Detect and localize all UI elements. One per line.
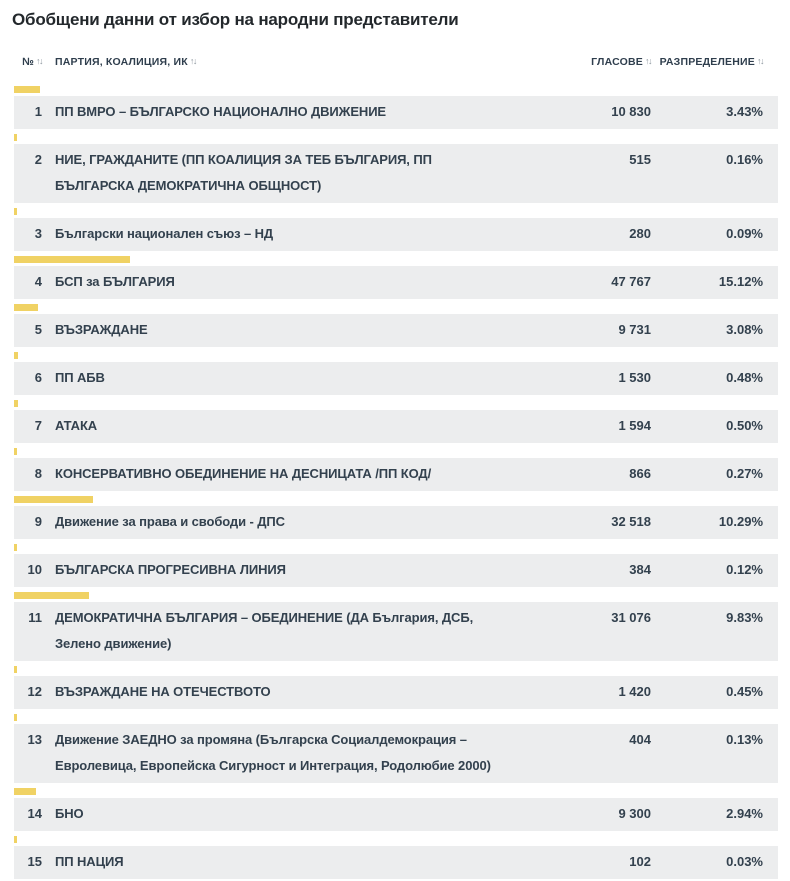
row-number: 8 [34,466,42,481]
votes-value: 1 594 [618,418,651,433]
party-name: БНО [55,806,84,821]
party-result-entry [14,304,778,347]
party-result-entry [14,208,778,251]
party-name: Движение за права и свободи - ДПС [55,514,285,529]
share-value: 10.29% [718,514,763,529]
share-bar [14,836,17,843]
results-table [14,56,778,879]
party-name: ПП НАЦИЯ [55,854,124,869]
votes-value: 404 [629,732,651,747]
share-bar [14,592,89,599]
votes-value: 102 [629,854,651,869]
party-name: ДЕМОКРАТИЧНА БЪЛГАРИЯ – ОБЕДИНЕНИЕ (ДА България, ДСБ, Зелено движение) [55,610,474,651]
column-header-party-label: ПАРТИЯ, КОАЛИЦИЯ, ИК [55,56,188,68]
share-value: 2.94% [726,806,763,821]
votes-value: 31 076 [611,610,651,625]
share-value: 0.27% [726,466,763,481]
table-body [14,86,778,879]
row-number: 4 [34,274,42,289]
share-bar [14,788,36,795]
column-header-share-label: РАЗПРЕДЕЛЕНИЕ [659,56,755,68]
sort-icon[interactable]: ↑↓ [36,56,42,66]
table-row[interactable] [14,96,778,129]
row-number: 5 [34,322,42,337]
column-header-share[interactable] [651,56,763,68]
votes-value: 9 300 [618,806,651,821]
votes-value: 9 731 [618,322,651,337]
row-number: 2 [34,152,42,167]
party-name: БЪЛГАРСКА ПРОГРЕСИВНА ЛИНИЯ [55,562,286,577]
share-bar [14,544,17,551]
votes-value: 866 [629,466,651,481]
table-header [14,56,778,68]
page-title: Обобщени данни от избор на народни представители [12,10,459,29]
share-value: 0.45% [726,684,763,699]
row-number: 6 [34,370,42,385]
share-bar [14,400,18,407]
table-row[interactable] [14,218,778,251]
votes-value: 10 830 [611,104,651,119]
table-row[interactable] [14,144,778,203]
party-result-entry [14,400,778,443]
table-row[interactable] [14,554,778,587]
table-row[interactable] [14,506,778,539]
sort-icon[interactable]: ↑↓ [757,56,763,66]
party-result-entry [14,788,778,831]
sort-icon[interactable]: ↑↓ [645,56,651,66]
table-row[interactable] [14,458,778,491]
share-value: 0.09% [726,226,763,241]
table-row[interactable] [14,798,778,831]
share-bar [14,714,17,721]
party-name: КОНСЕРВАТИВНО ОБЕДИНЕНИЕ НА ДЕСНИЦАТА /ПП КОД/ [55,466,432,481]
row-number: 11 [28,610,42,625]
party-name: Български национален съюз – НД [55,226,274,241]
row-number: 12 [27,684,42,699]
sort-icon[interactable]: ↑↓ [189,56,196,66]
party-name: Движение ЗАЕДНО за промяна (Българска Социалдемокрация – Евролевица, Европейска Сигурност и Интеграция, Родолюбие 2000) [55,732,491,773]
column-header-votes-label: ГЛАСОВЕ [591,56,643,68]
party-result-entry [14,86,778,129]
share-value: 0.13% [726,732,763,747]
row-number: 1 [34,104,42,119]
share-value: 3.08% [726,322,763,337]
share-bar [14,448,17,455]
share-value: 0.16% [726,152,763,167]
votes-value: 1 530 [618,370,651,385]
share-bar [14,496,93,503]
results-page [0,10,790,881]
table-row[interactable] [14,602,778,661]
party-result-entry [14,544,778,587]
party-result-entry [14,714,778,783]
share-value: 0.50% [726,418,763,433]
party-name: ВЪЗРАЖДАНЕ [55,322,148,337]
column-header-party[interactable] [55,56,531,68]
share-bar [14,86,40,93]
party-result-entry [14,134,778,203]
row-number: 3 [34,226,42,241]
votes-value: 1 420 [618,684,651,699]
share-value: 0.48% [726,370,763,385]
column-header-votes[interactable] [531,56,651,68]
row-number: 15 [27,854,42,869]
row-number: 10 [27,562,42,577]
votes-value: 515 [629,152,651,167]
table-row[interactable] [14,314,778,347]
table-row[interactable] [14,846,778,879]
share-bar [14,208,17,215]
row-number: 14 [27,806,42,821]
share-value: 0.12% [726,562,763,577]
share-bar [14,352,18,359]
table-row[interactable] [14,362,778,395]
party-result-entry [14,666,778,709]
party-result-entry [14,496,778,539]
row-number: 7 [34,418,42,433]
votes-value: 47 767 [611,274,651,289]
party-name: ПП АБВ [55,370,105,385]
share-bar [14,256,130,263]
share-value: 3.43% [726,104,763,119]
row-number: 13 [27,732,42,747]
table-row[interactable] [14,266,778,299]
votes-value: 280 [629,226,651,241]
table-row[interactable] [14,410,778,443]
party-name: НИЕ, ГРАЖДАНИТЕ (ПП КОАЛИЦИЯ ЗА ТЕБ БЪЛГАРИЯ, ПП БЪЛГАРСКА ДЕМОКРАТИЧНА ОБЩНОСТ) [55,152,432,193]
votes-value: 32 518 [611,514,651,529]
party-name: ПП ВМРО – БЪЛГАРСКО НАЦИОНАЛНО ДВИЖЕНИЕ [55,104,387,119]
party-result-entry [14,448,778,491]
table-row[interactable] [14,676,778,709]
party-result-entry [14,592,778,661]
party-name: АТАКА [55,418,98,433]
party-result-entry [14,836,778,879]
column-header-number[interactable] [14,56,42,68]
party-result-entry [14,256,778,299]
share-value: 15.12% [718,274,763,289]
share-value: 0.03% [726,854,763,869]
party-name: ВЪЗРАЖДАНЕ НА ОТЕЧЕСТВОТО [55,684,271,699]
party-name: БСП за БЪЛГАРИЯ [55,274,175,289]
table-row[interactable] [14,724,778,783]
share-bar [14,134,17,141]
share-bar [14,304,38,311]
party-result-entry [14,352,778,395]
row-number: 9 [34,514,42,529]
votes-value: 384 [629,562,651,577]
share-value: 9.83% [726,610,763,625]
share-bar [14,666,17,673]
column-header-number-label: № [22,56,34,68]
